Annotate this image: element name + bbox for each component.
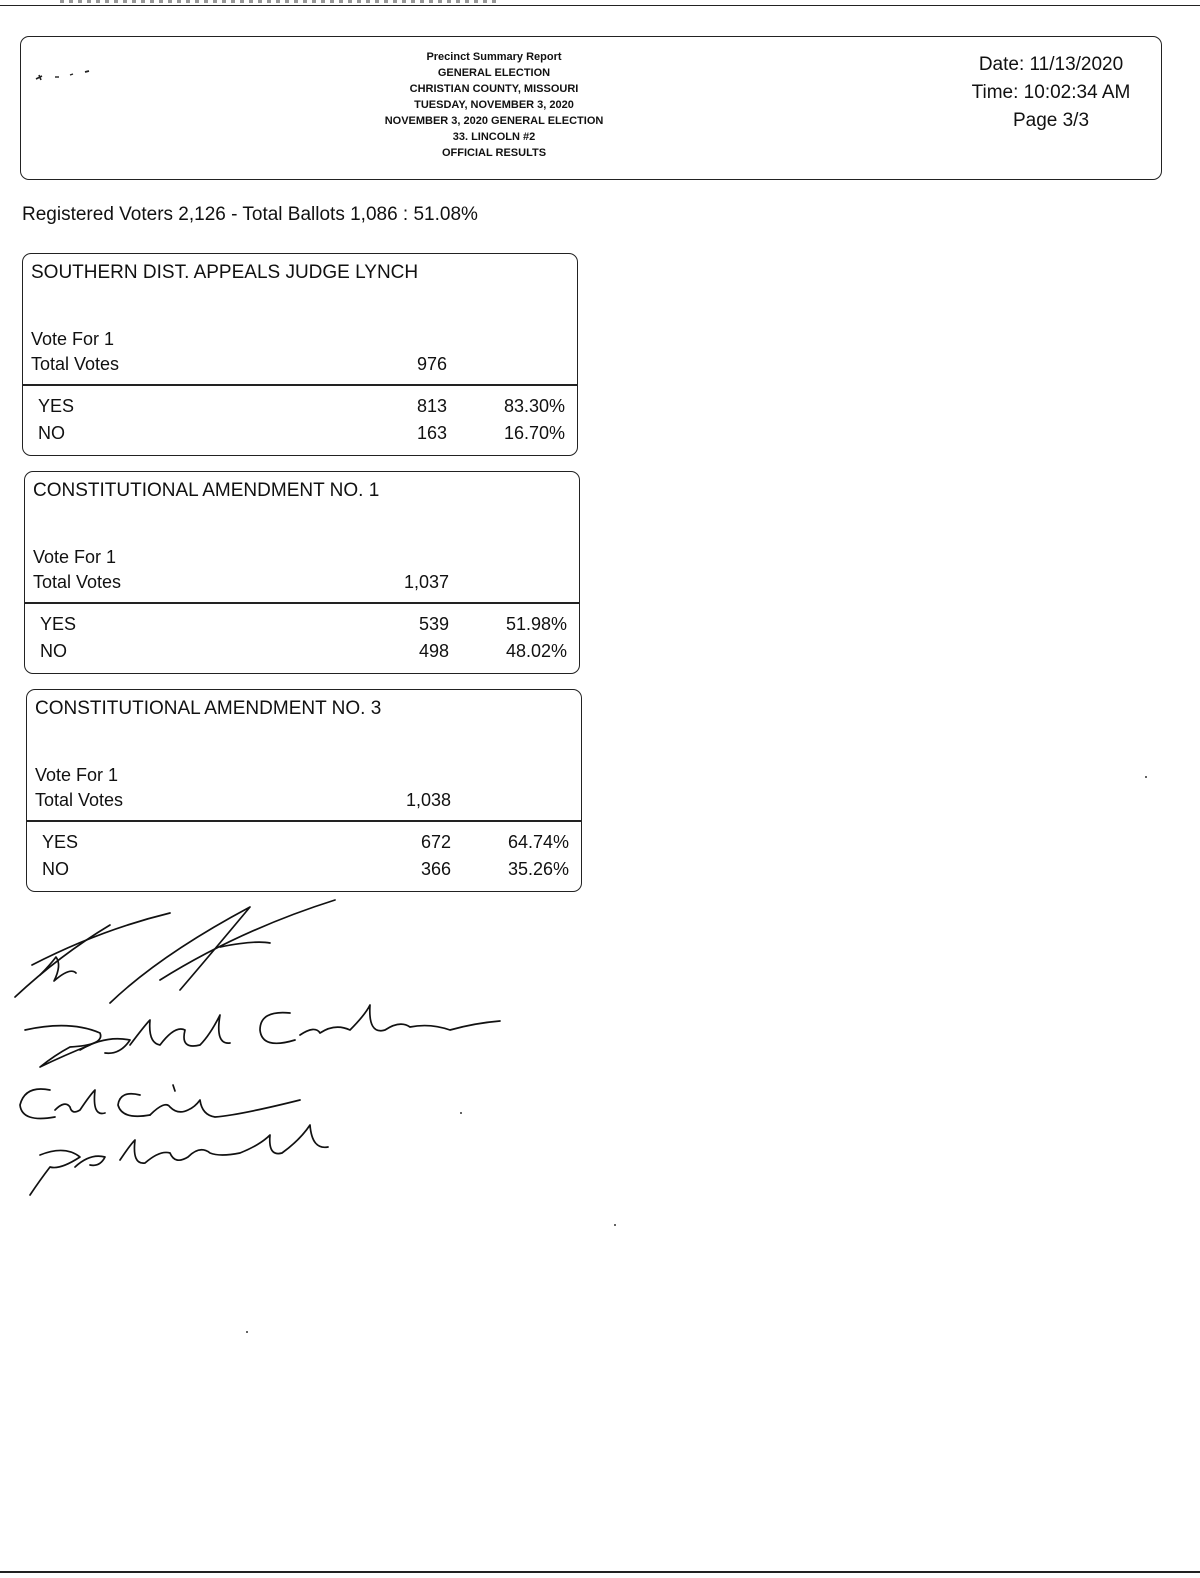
scan-speck: [1145, 776, 1147, 778]
choice-label: NO: [38, 423, 65, 443]
choice-votes: 539: [418, 614, 449, 634]
scan-smudge: [60, 0, 500, 3]
contest-box-amendment-3: [26, 689, 582, 892]
signature-3: [20, 1085, 300, 1119]
choice-percent: 83.30%: [503, 396, 565, 416]
choice-percent: 35.26%: [507, 859, 569, 879]
scan-speck: [614, 1224, 616, 1226]
election-name: GENERAL ELECTION: [437, 67, 551, 79]
contest-title: CONSTITUTIONAL AMENDMENT NO. 3: [35, 698, 382, 719]
choice-votes: 813: [416, 396, 447, 416]
total-votes-value: 976: [416, 354, 447, 374]
choice-votes: 366: [420, 859, 451, 879]
scan-top-rule: [0, 5, 1200, 6]
choice-label: YES: [38, 396, 75, 416]
choice-percent: 48.02%: [505, 641, 567, 661]
report-title: Precinct Summary Report: [426, 51, 562, 63]
signature-4: [30, 1125, 328, 1195]
page-number: Page 3/3: [1012, 110, 1090, 131]
result-row-yes: [27, 832, 581, 858]
result-row-yes: [25, 614, 579, 640]
contest-divider: [23, 384, 577, 386]
choice-percent: 16.70%: [503, 423, 565, 443]
contest-divider: [25, 602, 579, 604]
choice-votes: 163: [416, 423, 447, 443]
results-status: OFFICIAL RESULTS: [441, 147, 547, 159]
election-date: TUESDAY, NOVEMBER 3, 2020: [414, 99, 574, 111]
precinct-name: 33. LINCOLN #2: [452, 131, 536, 143]
choice-percent: 64.74%: [507, 832, 569, 852]
scan-speck: [246, 1331, 248, 1333]
total-votes-label: Total Votes: [31, 354, 120, 374]
result-row-no: [27, 859, 581, 885]
result-row-yes: [23, 396, 577, 422]
vote-for-label: Vote For 1: [35, 765, 119, 785]
report-time: Time: 10:02:34 AM: [971, 82, 1131, 103]
result-row-no: [25, 641, 579, 667]
contest-box-amendment-1: [24, 471, 580, 674]
choice-label: NO: [42, 859, 69, 879]
choice-label: YES: [42, 832, 79, 852]
contest-box-judge-lynch: [22, 253, 578, 456]
total-votes-value: 1,037: [403, 572, 449, 592]
total-votes-label: Total Votes: [35, 790, 124, 810]
signature-block: [10, 895, 530, 1205]
county-name: CHRISTIAN COUNTY, MISSOURI: [409, 83, 579, 95]
header-meta: [951, 51, 1151, 135]
vote-for-label: Vote For 1: [31, 329, 115, 349]
header-mark-icon: [33, 65, 113, 85]
total-votes-label: Total Votes: [33, 572, 122, 592]
report-header: [20, 36, 1162, 180]
header-title-block: [349, 49, 639, 161]
report-date: Date: 11/13/2020: [978, 54, 1124, 75]
scan-bottom-edge: [0, 1571, 1200, 1573]
choice-votes: 498: [418, 641, 449, 661]
election-full-name: NOVEMBER 3, 2020 GENERAL ELECTION: [384, 115, 604, 127]
contest-divider: [27, 820, 581, 822]
signature-2: [25, 1005, 500, 1067]
choice-label: YES: [40, 614, 77, 634]
contest-title: SOUTHERN DIST. APPEALS JUDGE LYNCH: [31, 262, 419, 283]
choice-label: NO: [40, 641, 67, 661]
result-row-no: [23, 423, 577, 449]
choice-votes: 672: [420, 832, 451, 852]
scan-speck: [460, 1112, 462, 1114]
signature-1: [15, 900, 335, 1003]
vote-for-label: Vote For 1: [33, 547, 117, 567]
registration-summary: Registered Voters 2,126 - Total Ballots 1,086 : 51.08%: [22, 204, 478, 225]
contest-title: CONSTITUTIONAL AMENDMENT NO. 1: [33, 480, 380, 501]
total-votes-value: 1,038: [405, 790, 451, 810]
choice-percent: 51.98%: [505, 614, 567, 634]
scan-top-edge: [0, 0, 1200, 8]
